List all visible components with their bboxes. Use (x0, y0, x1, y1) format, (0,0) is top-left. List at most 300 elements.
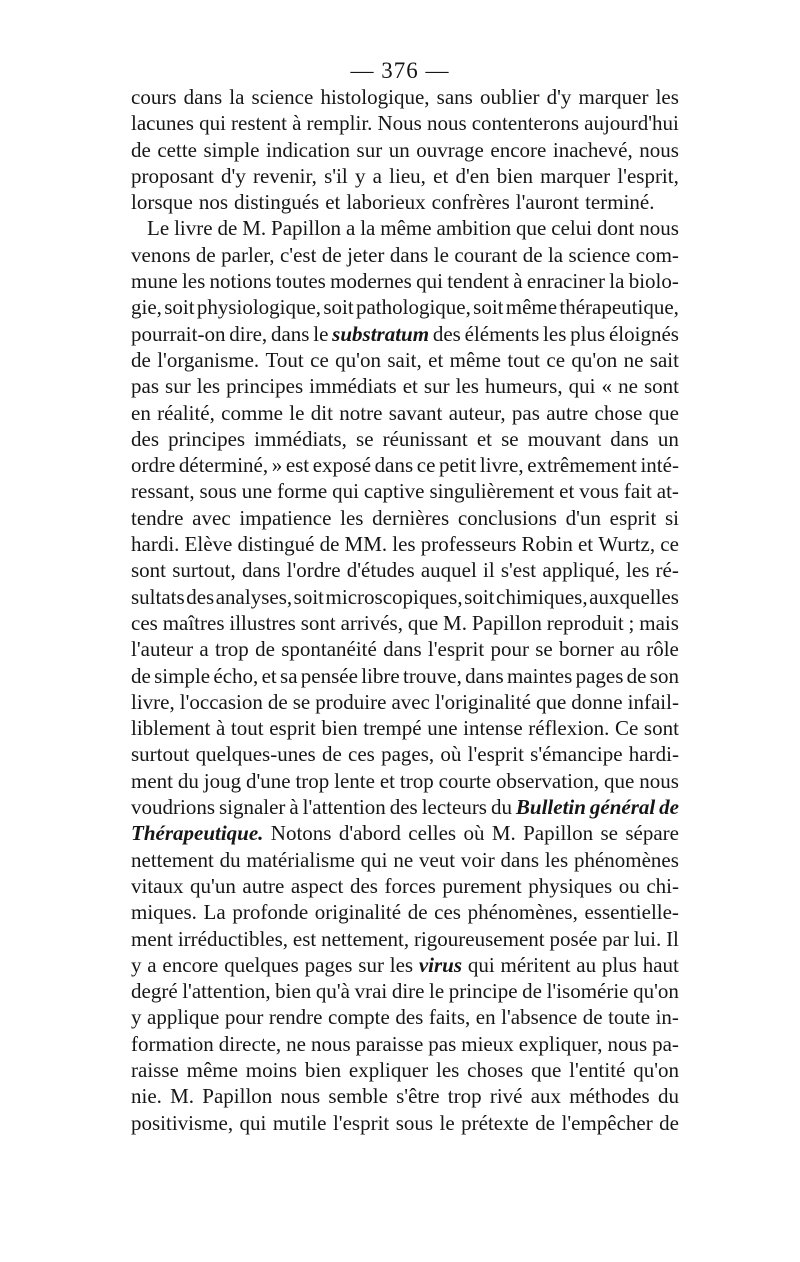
word: matérialisme (246, 847, 355, 872)
word: et (428, 347, 444, 372)
word: le (289, 400, 305, 425)
word: tout (230, 716, 264, 741)
word: celles (408, 821, 457, 846)
word: que (407, 610, 439, 635)
word: nous (607, 1031, 648, 1056)
word: libre (361, 663, 400, 688)
text-line (131, 163, 679, 189)
word: encore (162, 952, 219, 977)
word: avec (192, 505, 231, 530)
word: sépare (625, 821, 679, 846)
word: les (655, 85, 679, 109)
word: tout (507, 347, 541, 372)
word: a (199, 637, 209, 662)
word: méthodes (569, 1084, 650, 1109)
word: ou (618, 873, 640, 898)
text-line (131, 505, 679, 531)
word: de (321, 242, 342, 267)
word: méritent (500, 952, 571, 977)
word: est (285, 453, 310, 478)
word: haut (642, 952, 679, 977)
word: autre (546, 400, 589, 425)
word: et (325, 190, 341, 215)
word: son (649, 663, 679, 688)
word: hardi- (628, 742, 679, 767)
text-line (131, 1110, 679, 1136)
word: où (463, 821, 485, 846)
word: revenir, (253, 163, 317, 188)
word: enraciner (526, 269, 605, 294)
word: surtout, (172, 558, 236, 583)
word: où (440, 742, 462, 767)
text-line (131, 768, 679, 794)
text-line (131, 347, 679, 373)
word: vrai (354, 979, 388, 1004)
word: borner (559, 637, 614, 662)
word: confrères (431, 190, 510, 215)
word: nos (198, 190, 229, 215)
word: Bulletin (515, 795, 586, 820)
word: dans (270, 321, 310, 346)
word: La (203, 900, 226, 925)
word: thérapeutique, (559, 295, 679, 320)
word: venons (131, 242, 191, 267)
word: purement (442, 873, 522, 898)
word: physiologique, (196, 295, 322, 320)
word: mune (131, 269, 178, 294)
text-line (131, 794, 679, 820)
word: trop (399, 768, 434, 793)
word: Wurtz, (598, 532, 656, 557)
word: sait (649, 347, 679, 372)
text-line (131, 557, 679, 583)
word: les (455, 374, 479, 399)
word: la (609, 269, 625, 294)
body-text (131, 84, 679, 1136)
word: ces (131, 610, 158, 635)
word: toute (608, 1005, 651, 1030)
word: l'originalité (434, 689, 531, 714)
word: principes (226, 374, 304, 399)
word: les (196, 374, 221, 399)
word: Thérapeutique. (131, 821, 264, 846)
word: Papillon (271, 216, 342, 241)
page-number: — 376 — (350, 58, 450, 83)
word: y (131, 952, 142, 977)
word: distingué (237, 532, 315, 557)
word: liblement (131, 716, 211, 741)
word: trempé (363, 716, 422, 741)
word: pensée (300, 663, 358, 688)
word: proposant (131, 163, 214, 188)
text-line (131, 715, 679, 741)
text-line (131, 978, 679, 1004)
word: dans (610, 426, 649, 451)
word: au (620, 637, 640, 662)
word: cours (131, 85, 177, 109)
word: M. (170, 1084, 195, 1109)
word: mais (639, 610, 679, 635)
word: ce (546, 347, 566, 372)
word: science (568, 242, 631, 267)
text-line (131, 110, 679, 136)
word: de (407, 900, 428, 925)
word: compte (328, 1005, 390, 1030)
word: tendre (131, 505, 184, 530)
word: y (131, 1005, 142, 1030)
word: paraisse (355, 1031, 424, 1056)
word: soit (323, 295, 354, 320)
word: irréductibles, (177, 926, 289, 951)
word: simple (154, 663, 211, 688)
word: des (389, 795, 418, 820)
word: soit (464, 584, 495, 609)
word: l'entité (569, 1057, 626, 1082)
word: soit (473, 295, 504, 320)
word: dans (374, 453, 414, 478)
word: ne (623, 347, 644, 372)
word: de (131, 347, 151, 372)
word: en (475, 1005, 496, 1030)
word: nous (280, 1084, 321, 1109)
word: à (289, 795, 299, 820)
word: tendent (447, 269, 509, 294)
word: directe, (218, 1031, 282, 1056)
word: « (601, 374, 613, 399)
word: le (313, 321, 329, 346)
word: toutes (275, 269, 326, 294)
word: lieu, (389, 163, 426, 188)
word: mieux (461, 1031, 514, 1056)
word: donne (571, 689, 623, 714)
word: même (449, 347, 501, 372)
word: phénomènes, (467, 900, 578, 925)
word: aux (530, 1084, 562, 1109)
word: est (292, 926, 317, 951)
word: esprit (269, 716, 316, 741)
word: ne (286, 1031, 306, 1056)
word: ce (660, 532, 679, 557)
word: se (600, 821, 618, 846)
word: sur (358, 952, 384, 977)
word: rivé (489, 1084, 523, 1109)
word: dont (597, 216, 635, 241)
text-line (131, 84, 679, 110)
word: l'ordre (286, 558, 341, 583)
word: hardi. (131, 532, 180, 557)
word: ne (393, 847, 414, 872)
word: trop (214, 637, 249, 662)
word: MM. (344, 532, 388, 557)
word: nie. (131, 1084, 162, 1109)
word: posée (549, 926, 598, 951)
word: nous (639, 216, 679, 241)
word: a (345, 216, 356, 241)
word: fait (623, 479, 652, 504)
word: qu'on (633, 979, 679, 1004)
word: l'isomérie (546, 979, 629, 1004)
word: Nous (377, 111, 422, 136)
word: l'auront (515, 190, 580, 215)
text-line (131, 531, 679, 557)
word: quelques (224, 952, 299, 977)
word: » (271, 453, 283, 478)
word: ; (628, 610, 635, 635)
word: et (577, 532, 594, 557)
word: réunissant (382, 426, 468, 451)
word: qu'à (315, 979, 350, 1004)
word: bien (321, 716, 358, 741)
word: quelques-unes (195, 742, 316, 767)
word: ouvrage (416, 137, 484, 162)
word: qu'on (335, 347, 381, 372)
word: forces (384, 873, 436, 898)
word: pages (304, 952, 353, 977)
word: remplir. (306, 111, 373, 136)
word: bien (304, 1057, 342, 1082)
word: d'une (245, 768, 291, 793)
word: sa (280, 663, 298, 688)
word: s'il (324, 163, 348, 188)
word: phénomènes (573, 847, 679, 872)
word: à (215, 716, 226, 741)
word: veut (418, 847, 456, 872)
text-line (131, 400, 679, 426)
word: microscopiques, (325, 584, 463, 609)
word: aujourd'hui (584, 111, 679, 136)
word: trop (447, 1084, 482, 1109)
word: immédiats, (254, 426, 347, 451)
word: de (217, 216, 238, 241)
word: pas (131, 374, 159, 399)
word: livre, (131, 689, 175, 714)
word: qui (568, 374, 596, 399)
word: trop (295, 768, 330, 793)
word: livre, (479, 453, 524, 478)
word: inachevé, (552, 137, 633, 162)
word: de (626, 663, 647, 688)
word: le (439, 1110, 455, 1135)
word: soit (164, 295, 195, 320)
word: bien (275, 979, 312, 1004)
word: marquer (578, 85, 649, 109)
word: écho, (213, 663, 259, 688)
word: positivisme, (131, 1110, 234, 1135)
word: se (292, 689, 311, 714)
word: originalité (314, 900, 402, 925)
word: du (490, 795, 512, 820)
word: semble (328, 1084, 388, 1109)
word: ces (348, 742, 375, 767)
text-line (131, 1031, 679, 1057)
word: les (543, 321, 567, 346)
word: des (432, 321, 461, 346)
word: les (626, 558, 650, 583)
word: degré (131, 979, 178, 1004)
word: des (186, 584, 215, 609)
word: plus (570, 321, 606, 346)
word: nettement (131, 847, 214, 872)
word: physiques (528, 873, 613, 898)
word: sait, (387, 347, 422, 372)
word: le (429, 979, 445, 1004)
word: dans (500, 847, 540, 872)
word: courte (438, 768, 492, 793)
word: les (340, 505, 364, 530)
word: Robin (521, 532, 573, 557)
word: nous (639, 137, 679, 162)
word: dernières (372, 505, 450, 530)
word: réflexion. (528, 716, 610, 741)
word: le (433, 242, 449, 267)
word: ne (618, 374, 638, 399)
word: ce (310, 347, 329, 372)
word: sont (300, 610, 336, 635)
word: Papillon (523, 821, 594, 846)
word: pages (575, 663, 624, 688)
text-line (131, 1057, 679, 1083)
word: ment (131, 768, 173, 793)
word: dans (383, 637, 422, 662)
word: pathologique, (355, 295, 471, 320)
text-line (131, 426, 679, 452)
word: ce (416, 453, 436, 478)
word: celui (551, 216, 593, 241)
word: M. (242, 216, 267, 241)
word: livre (174, 216, 213, 241)
word: at- (656, 479, 679, 504)
text-line (131, 636, 679, 662)
word: dit (310, 400, 333, 425)
word: indication (266, 137, 350, 162)
word: auxquelles (589, 584, 679, 609)
word: des (131, 426, 159, 451)
word: d'y (221, 163, 246, 188)
word: l'esprit (332, 1110, 390, 1135)
word: à (513, 269, 523, 294)
word: dans (241, 558, 281, 583)
text-line (131, 242, 679, 268)
word: s'être (396, 1084, 440, 1109)
word: Le (147, 216, 170, 241)
word: jeter (347, 242, 385, 267)
word: l'auteur (131, 637, 194, 662)
word: que (530, 1057, 562, 1082)
word: d'en (455, 163, 490, 188)
word: les (436, 1057, 460, 1082)
word: modernes (330, 269, 412, 294)
word: petit (439, 453, 477, 478)
text-line (131, 1004, 679, 1030)
word: dire, (229, 321, 268, 346)
word: qu'on (633, 1057, 679, 1082)
word: infail- (627, 689, 679, 714)
word: expliquer (348, 1057, 429, 1082)
word: l'organisme. (157, 347, 260, 372)
word: et (559, 479, 575, 504)
word: encore (490, 137, 547, 162)
word: du (219, 847, 241, 872)
word: pour (490, 637, 529, 662)
word: sultats (131, 584, 185, 609)
word: ressant, (131, 479, 195, 504)
word: nous (310, 1031, 351, 1056)
word: à (292, 111, 302, 136)
word: humeurs, (485, 374, 563, 399)
word: surtout (131, 742, 190, 767)
word: joug (203, 768, 242, 793)
text-line (131, 741, 679, 767)
word: d'études (346, 558, 415, 583)
word: captive (363, 479, 425, 504)
word: et (402, 374, 418, 399)
word: qui (416, 269, 443, 294)
word: appliqué, (542, 558, 620, 583)
word: pages, (381, 742, 435, 767)
word: les (392, 532, 416, 557)
word: distingués (234, 190, 320, 215)
word: l'esprit (427, 637, 485, 662)
word: courant (454, 242, 518, 267)
word: produire (315, 689, 387, 714)
word: pas (428, 1031, 457, 1056)
word: les (544, 847, 569, 872)
word: laborieux (346, 190, 426, 215)
word: d'un (565, 505, 601, 530)
word: auquel (420, 558, 477, 583)
text-line (131, 478, 679, 504)
word: et (261, 663, 277, 688)
word: auteur, (448, 400, 506, 425)
word: Papillon (202, 1084, 273, 1109)
word: voir (460, 847, 495, 872)
word: choses (467, 1057, 524, 1082)
word: simple (203, 137, 260, 162)
word: des (395, 1005, 424, 1030)
word: en (131, 400, 151, 425)
word: Notons (270, 821, 332, 846)
word: plus (601, 952, 637, 977)
word: qu'on (571, 347, 618, 372)
text-line (131, 926, 679, 952)
word: qui (239, 1110, 267, 1135)
text-line (131, 452, 679, 478)
word: de (582, 1005, 603, 1030)
word: de (195, 242, 216, 267)
word: biolo- (628, 269, 679, 294)
text-line (131, 899, 679, 925)
word: qui (332, 479, 359, 504)
word: c'est (279, 242, 317, 267)
word: se (535, 637, 553, 662)
word: lui. (633, 926, 662, 951)
word: science (251, 85, 314, 109)
word: l'occasion (179, 689, 263, 714)
text-line (131, 1083, 679, 1109)
word: aspect (290, 873, 344, 898)
text-line (131, 189, 679, 215)
word: gie, (131, 295, 162, 320)
word: professeurs (420, 532, 517, 557)
text-line (131, 268, 679, 294)
text-line (131, 873, 679, 899)
word: conclusions (457, 505, 557, 530)
word: lecteurs (421, 795, 487, 820)
text-line (131, 137, 679, 163)
text-line (131, 215, 679, 241)
word: qui (467, 952, 495, 977)
word: rigoureusement (413, 926, 545, 951)
